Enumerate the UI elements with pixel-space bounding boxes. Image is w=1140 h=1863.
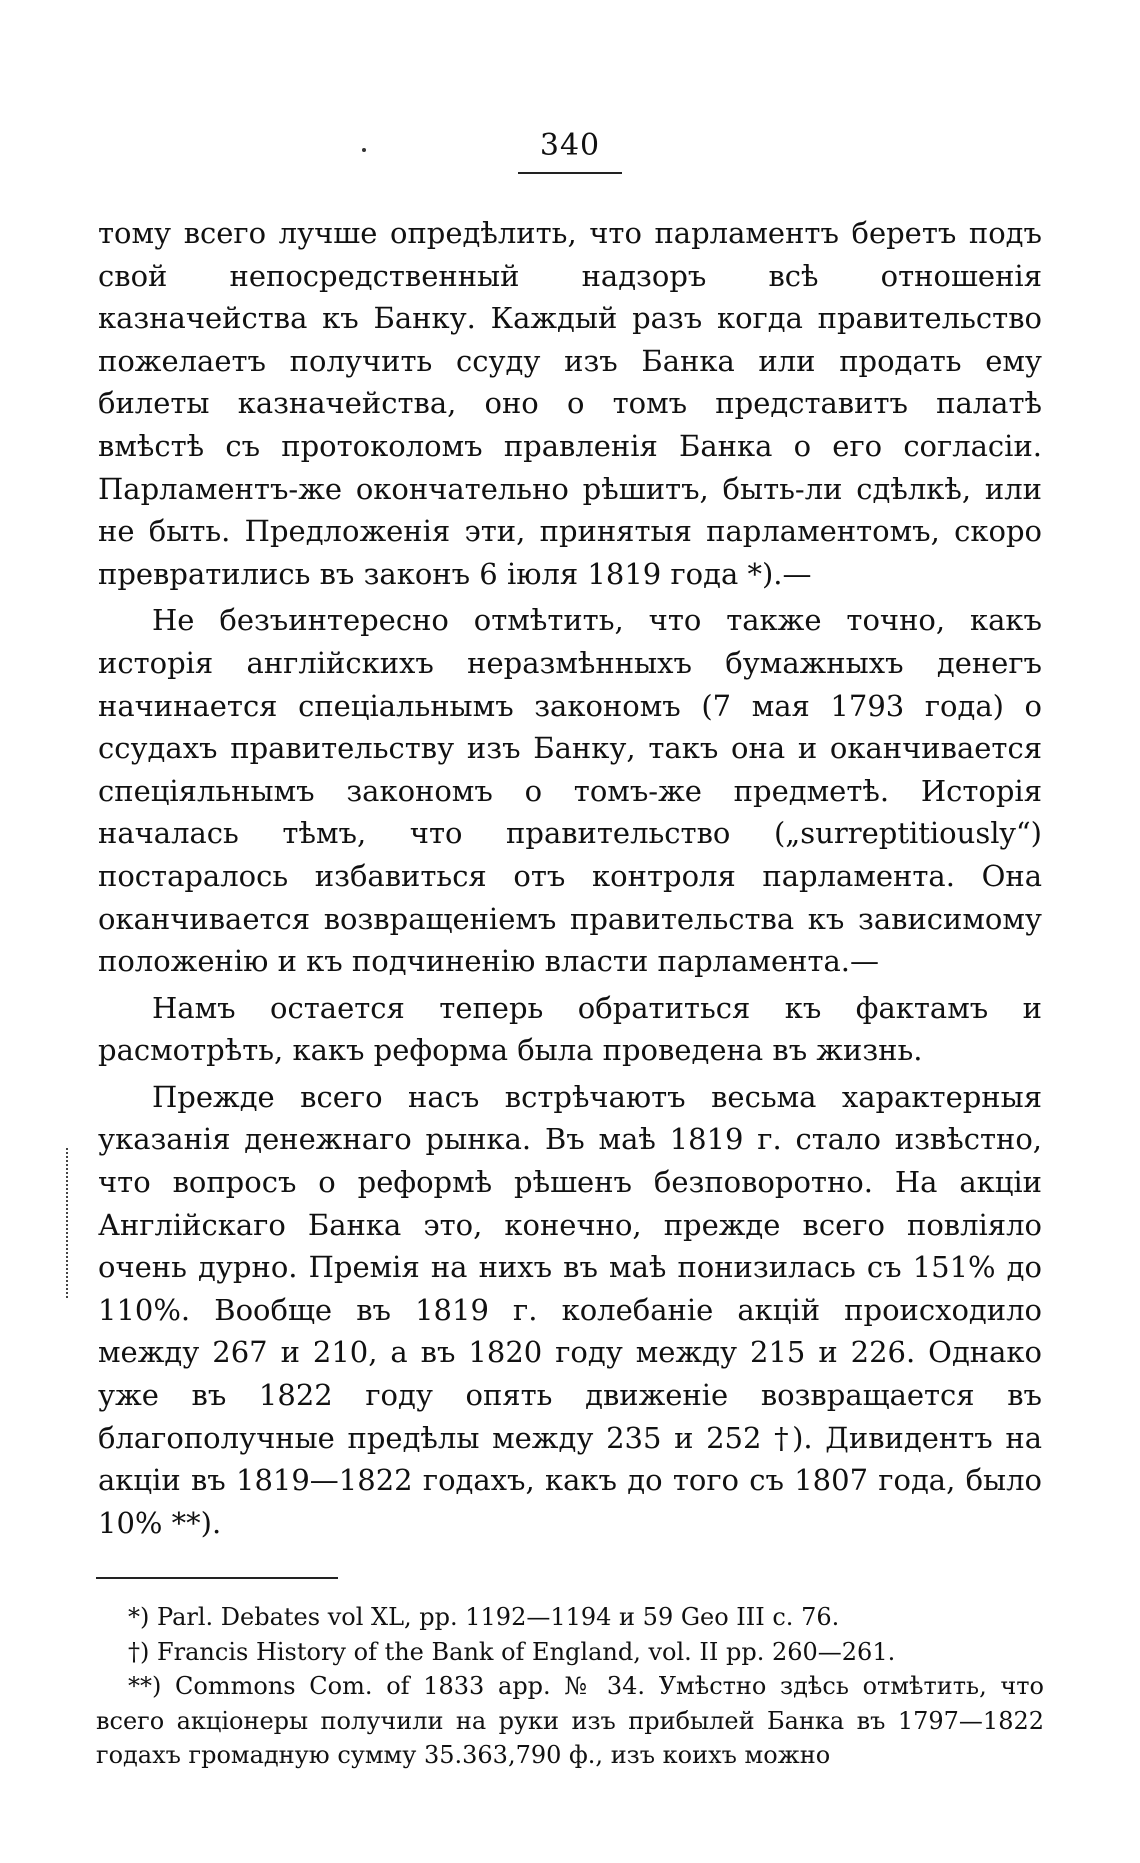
- footnote-1: *) Parl. Debates vol XL, pp. 1192—1194 и 59 Geo III c. 76.: [128, 1603, 840, 1631]
- footnote-3: **) Commons Com. of 1833 app. № 34. Умѣстно здѣсь отмѣтить, что всего акціонеры получили на руки изъ прибылей Банка въ 1797—1822 годахъ громадную сумму 35.363,790 ф., изъ коихъ можно: [96, 1672, 1044, 1769]
- paragraph-4: Прежде всего насъ встрѣчаютъ весьма характерныя указанія денежнаго рынка. Въ маѣ 1819 г. стало извѣстно, что вопросъ о реформѣ рѣшенъ безповоротно. На акціи Англійскаго Банка это, конечно, прежде всего повліяло очень дурно. Премія на нихъ въ маѣ понизилась съ 151% до 110%. Вообще въ 1819 г. колебаніе акцій происходило между 267 и 210, а въ 1820 году между 215 и 226. Однако уже въ 1822 году опять движеніе возвращается въ благополучные предѣлы между 235 и 252 †). Дивидентъ на акціи въ 1819—1822 годахъ, какъ до того съ 1807 года, было 10% **).: [98, 1079, 1042, 1540]
- footnote-separator: [96, 1577, 338, 1579]
- page-dot-mark: [362, 148, 366, 152]
- paragraph-2: Не безъинтересно отмѣтить, что также точно, какъ исторія англійскихъ неразмѣнныхъ бумажныхъ денегъ начинается спеціальнымъ закономъ (7 мая 1793 года) о ссудахъ правительству изъ Банку, такъ она и оканчивается спеціяльнымъ закономъ о томъ-же предметѣ. Исторія началась тѣмъ, что правительство („surreptitiously“) постаралось избавиться отъ контроля парламента. Она оканчивается возвращеніемъ правительства къ зависимому положенію и къ подчиненію власти парламента.—: [98, 603, 1042, 979]
- paragraph-1: тому всего лучше опредѣлить, что парламентъ беретъ подъ свой непосредственный надзоръ всѣ отношенія казначейства къ Банку. Каждый разъ когда правительство пожелаетъ получить ссуду изъ Банка или продать ему билеты казначейства, оно о томъ представитъ палатѣ вмѣстѣ съ протоколомъ правленія Банка о его согласіи. Парламентъ-же окончательно рѣшитъ, быть-ли сдѣлкѣ, или не быть. Предложенія эти, принятыя парламентомъ, скоро превратились въ законъ 6 іюля 1819 года *).—: [98, 216, 1042, 591]
- page-number: 340: [539, 128, 601, 163]
- paragraph-3: Намъ остается теперь обратиться къ фактамъ и расмотрѣть, какъ реформа была проведена въ жизнь.: [98, 990, 1042, 1068]
- page-number-underline: [518, 172, 622, 174]
- margin-pencil-mark: [66, 1148, 71, 1298]
- main-text: [98, 212, 1042, 1544]
- footnotes: [96, 1600, 1044, 1773]
- footnote-2: †) Francis History of the Bank of England, vol. II pp. 260—261.: [128, 1637, 896, 1666]
